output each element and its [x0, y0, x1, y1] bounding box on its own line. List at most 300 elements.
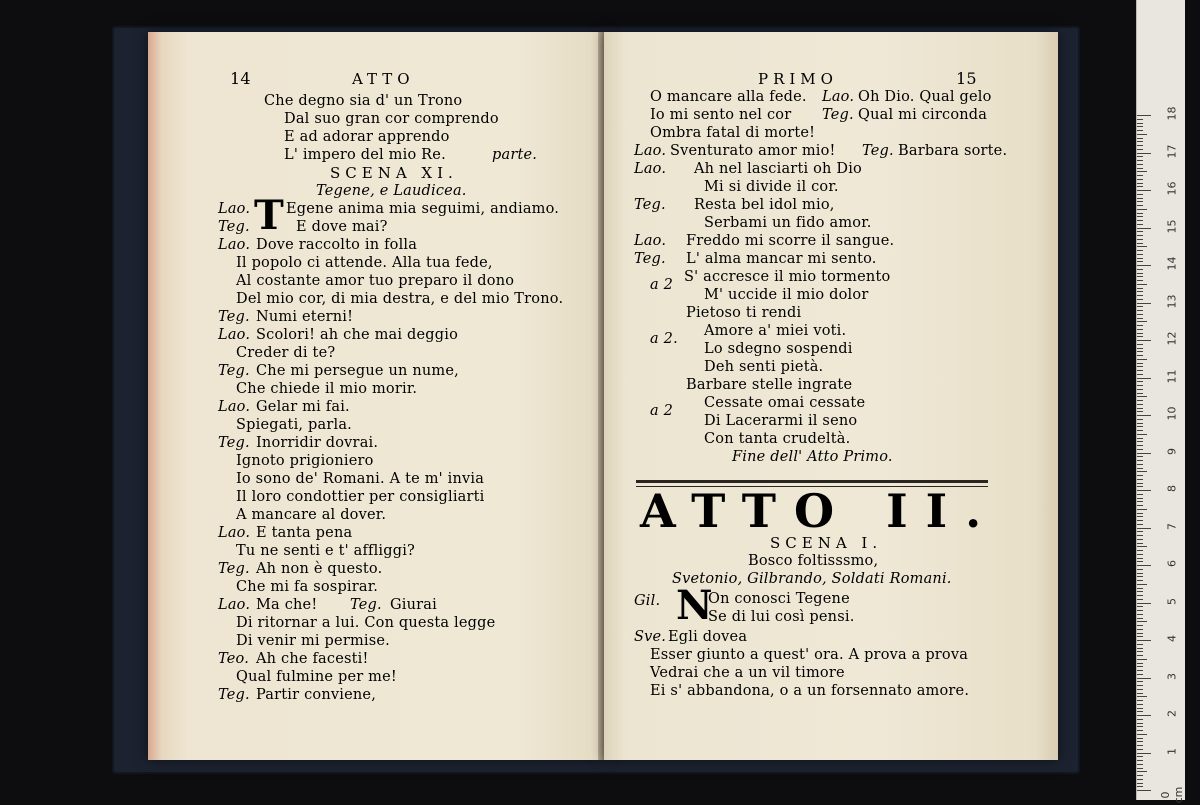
ruler-tick — [1137, 306, 1143, 307]
ruler-tick — [1137, 258, 1143, 259]
ruler-tick — [1137, 209, 1147, 210]
ruler-tick — [1137, 449, 1143, 450]
ruler-tick — [1137, 310, 1143, 311]
scene-heading: SCENA XI. — [330, 164, 458, 182]
ruler-tick — [1137, 381, 1143, 382]
ruler-tick — [1137, 123, 1143, 124]
ruler-tick — [1137, 239, 1143, 240]
ruler-tick — [1137, 651, 1143, 652]
ruler-tick — [1137, 164, 1143, 165]
verse-line: Che degno sia d' un Trono — [264, 93, 463, 109]
verse-line: Cessate omai cessate — [704, 395, 866, 411]
ruler-tick — [1137, 513, 1143, 514]
verse-line: E ad adorar apprendo — [284, 129, 450, 145]
verse-line: Dove raccolto in folla — [256, 237, 418, 253]
ruler-tick — [1137, 464, 1143, 465]
verse-line: Serbami un fido amor. — [704, 215, 872, 231]
ruler-tick — [1137, 329, 1143, 330]
verse-line: Al costante amor tuo preparo il dono — [236, 273, 515, 289]
ruler-tick — [1137, 201, 1143, 202]
ruler-label: 13 — [1165, 294, 1179, 308]
ruler-tick — [1137, 501, 1143, 502]
ruler-tick — [1137, 141, 1143, 142]
ruler-tick — [1137, 756, 1143, 757]
ruler-label: 0 cm — [1159, 786, 1185, 804]
ruler-tick — [1137, 265, 1151, 266]
ruler-tick — [1137, 670, 1143, 671]
verse-line: Ma che! — [256, 597, 318, 613]
ruler-tick — [1137, 693, 1143, 694]
ruler-tick — [1137, 700, 1143, 701]
ruler-tick — [1137, 213, 1143, 214]
ruler-label: 15 — [1165, 219, 1179, 233]
ruler-tick — [1137, 768, 1143, 769]
ruler-tick — [1137, 771, 1147, 772]
ruler-tick — [1137, 153, 1151, 154]
speaker: Teg. — [218, 219, 250, 235]
ruler-tick — [1137, 696, 1147, 697]
ruler-tick — [1137, 396, 1147, 397]
verse-line: Partir conviene, — [256, 687, 377, 703]
ruler-label: 18 — [1165, 106, 1179, 121]
ruler-tick — [1137, 666, 1143, 667]
ruler-label: 4 — [1165, 635, 1179, 642]
ruler-tick — [1137, 715, 1151, 716]
character-list: Svetonio, Gilbrando, Soldati Romani. — [672, 571, 952, 587]
ruler-tick — [1137, 314, 1143, 315]
ruler-tick — [1137, 745, 1143, 746]
verse-line: E dove mai? — [296, 219, 388, 235]
ruler-tick — [1137, 273, 1143, 274]
ruler-tick — [1137, 726, 1143, 727]
page-number: 14 — [230, 69, 251, 88]
ruler-tick — [1137, 130, 1143, 131]
speaker: Teg. — [862, 143, 894, 159]
verse-line: Deh senti pietà. — [704, 359, 824, 375]
ruler-tick — [1137, 408, 1143, 409]
ruler-tick — [1137, 539, 1143, 540]
ruler-tick — [1137, 760, 1143, 761]
ruler-tick — [1137, 321, 1147, 322]
ruler-tick — [1137, 498, 1143, 499]
ruler-tick — [1137, 505, 1143, 506]
ruler-tick — [1137, 261, 1143, 262]
verse-line: Qual fulmine per me! — [236, 669, 397, 685]
ruler-tick — [1137, 531, 1143, 532]
speaker: Teo. — [218, 651, 250, 667]
speaker: Teg. — [218, 435, 250, 451]
speaker: Lao. — [634, 161, 667, 177]
ruler-tick — [1137, 299, 1143, 300]
speaker: Lao. — [634, 233, 667, 249]
speaker: Lao. — [218, 597, 251, 613]
verse-line: Esser giunto a quest' ora. A prova a prova — [650, 647, 969, 663]
ruler-tick — [1137, 475, 1143, 476]
page-number: 15 — [956, 69, 977, 88]
ruler-label: 17 — [1165, 144, 1179, 158]
ruler-label: 8 — [1165, 485, 1179, 492]
verse-line: Che chiede il mio morir. — [236, 381, 418, 397]
ruler-tick — [1137, 790, 1151, 791]
ruler-tick — [1137, 284, 1147, 285]
ruler-tick — [1137, 348, 1143, 349]
verse-line: Egene anima mia seguimi, andiamo. — [286, 201, 560, 217]
ruler-tick — [1137, 509, 1147, 510]
ruler-tick — [1137, 783, 1143, 784]
ruler-tick — [1137, 674, 1143, 675]
ruler-tick — [1137, 738, 1143, 739]
verse-line: Barbare stelle ingrate — [686, 377, 853, 393]
ruler-tick — [1137, 216, 1143, 217]
ruler-tick — [1137, 753, 1151, 754]
ruler-tick — [1137, 333, 1143, 334]
verse-line: Oh Dio. Qual gelo — [858, 89, 992, 105]
drop-cap: T — [254, 192, 284, 239]
act-title: ATTO II. — [640, 484, 1000, 538]
ruler-tick — [1137, 599, 1143, 600]
verse-line: Egli dovea — [668, 629, 748, 645]
ruler-tick — [1137, 535, 1143, 536]
ruler-tick — [1137, 183, 1143, 184]
setting-line: Bosco foltisssmo, — [748, 553, 879, 569]
verse-line: Di ritornar a lui. Con questa legge — [236, 615, 496, 631]
ruler-tick — [1137, 115, 1151, 116]
verse-line: Di Lacerarmi il seno — [704, 413, 858, 429]
ruler-tick — [1137, 430, 1143, 431]
verse-line: Ei s' abbandona, o a un forsennato amore. — [650, 683, 970, 699]
ruler-tick — [1137, 250, 1143, 251]
verse-line: Con tanta crudeltà. — [704, 431, 851, 447]
ruler-tick — [1137, 644, 1143, 645]
ruler-tick — [1137, 764, 1143, 765]
ruler-tick — [1137, 711, 1143, 712]
ruler-tick — [1137, 528, 1151, 529]
ruler-tick — [1137, 190, 1151, 191]
ruler-label: 1 — [1165, 747, 1179, 755]
ruler-tick — [1137, 786, 1143, 787]
verse-line: Io sono de' Romani. A te m' invia — [236, 471, 485, 487]
ruler-tick — [1137, 400, 1143, 401]
ruler-tick — [1137, 633, 1143, 634]
verse-line: Ah che facesti! — [256, 651, 369, 667]
speaker: Lao. — [634, 143, 667, 159]
ruler-tick — [1137, 168, 1143, 169]
ruler-tick — [1137, 663, 1143, 664]
ruler-tick — [1137, 389, 1143, 390]
ruler-tick — [1137, 659, 1147, 660]
ruler-tick — [1137, 171, 1147, 172]
ruler-tick — [1137, 370, 1143, 371]
verse-line: Vedrai che a un vil timore — [650, 665, 845, 681]
verse-line: Scolori! ah che mai deggio — [256, 327, 459, 343]
verse-line: A mancare al dover. — [236, 507, 387, 523]
ruler-tick — [1137, 584, 1147, 585]
ruler-tick — [1137, 741, 1143, 742]
ruler-tick — [1137, 411, 1143, 412]
ruler-label: 12 — [1165, 331, 1179, 346]
speaker: Teg. — [634, 251, 666, 267]
verse-line: Gelar mi fai. — [256, 399, 350, 415]
verse-line: Il popolo ci attende. Alla tua fede, — [236, 255, 493, 271]
verse-line: Ignoto prigioniero — [236, 453, 374, 469]
running-head: PRIMO — [758, 70, 838, 88]
ruler-tick — [1137, 340, 1151, 341]
ruler-tick — [1137, 119, 1143, 120]
ruler-tick — [1137, 580, 1143, 581]
ruler-tick — [1137, 610, 1143, 611]
verse-line: Giurai — [390, 597, 437, 613]
ruler-label: 11 — [1165, 369, 1179, 383]
ruler-tick — [1137, 359, 1147, 360]
ruler-tick — [1137, 126, 1143, 127]
verse-line: Mi si divide il cor. — [704, 179, 839, 195]
ruler-tick — [1137, 355, 1143, 356]
ruler-label: 16 — [1165, 181, 1179, 196]
verse-line: Pietoso ti rendi — [686, 305, 802, 321]
scene-heading: SCENA I. — [770, 534, 883, 552]
ruler-tick — [1137, 708, 1143, 709]
verse-line: Ombra fatal di morte! — [650, 125, 816, 141]
speaker: Teg. — [822, 107, 854, 123]
speaker: Lao. — [218, 201, 251, 217]
ruler-tick — [1137, 351, 1143, 352]
ruler-tick — [1137, 678, 1151, 679]
verse-line: Che mi persegue un nume, — [256, 363, 459, 379]
ruler-tick — [1137, 186, 1143, 187]
speaker: Sve. — [634, 629, 667, 645]
speaker: Teg. — [218, 363, 250, 379]
ruler-tick — [1137, 235, 1143, 236]
ruler-tick — [1137, 149, 1143, 150]
verse-line: Ah non è questo. — [256, 561, 383, 577]
verse-line: Qual mi circonda — [858, 107, 988, 123]
ruler-tick — [1137, 145, 1143, 146]
verse-line: Lo sdegno sospendi — [704, 341, 853, 357]
speaker: Gil. — [634, 593, 661, 609]
ruler-tick — [1137, 565, 1151, 566]
duet-marker: a 2 — [650, 277, 674, 293]
speaker: Teg. — [218, 309, 250, 325]
ruler-tick — [1137, 134, 1147, 135]
verse-line: O mancare alla fede. — [650, 89, 807, 105]
verse-line: Resta bel idol mio, — [694, 197, 835, 213]
ruler-tick — [1137, 456, 1143, 457]
verse-line: Tu ne senti e t' affliggi? — [236, 543, 416, 559]
ruler-tick — [1137, 426, 1143, 427]
ruler-tick — [1137, 595, 1143, 596]
ruler-tick — [1137, 490, 1151, 491]
ruler-label: 5 — [1165, 597, 1179, 605]
verse-line: Freddo mi scorre il sangue. — [686, 233, 895, 249]
ruler-tick — [1137, 291, 1143, 292]
ruler-tick — [1137, 378, 1151, 379]
ruler-tick — [1137, 655, 1143, 656]
ruler-tick — [1137, 385, 1143, 386]
verse-line: Barbara sorte. — [898, 143, 1008, 159]
ruler-tick — [1137, 689, 1143, 690]
speaker: Teg. — [218, 561, 250, 577]
ruler-tick — [1137, 543, 1143, 544]
ruler-tick — [1137, 393, 1143, 394]
ruler-tick — [1137, 419, 1143, 420]
ruler-tick — [1137, 288, 1143, 289]
verse-line: Del mio cor, di mia destra, e del mio Trono. — [236, 291, 564, 307]
ruler-tick — [1137, 198, 1143, 199]
ruler-tick — [1137, 468, 1143, 469]
ruler-label: 2 — [1165, 710, 1179, 717]
ruler-tick — [1137, 404, 1143, 405]
ruler-tick — [1137, 704, 1143, 705]
ruler-tick — [1137, 438, 1143, 439]
ruler-tick — [1137, 374, 1143, 375]
ruler-tick — [1137, 606, 1143, 607]
running-head: ATTO — [352, 70, 415, 88]
ruler-tick — [1137, 520, 1143, 521]
speaker: Teg. — [634, 197, 666, 213]
ruler-tick — [1137, 550, 1143, 551]
ruler-tick — [1137, 344, 1143, 345]
speaker: Teg. — [218, 687, 250, 703]
ruler-tick — [1137, 618, 1143, 619]
ruler-tick — [1137, 621, 1147, 622]
speaker: Lao. — [822, 89, 855, 105]
ruler-tick — [1137, 734, 1147, 735]
ruler-tick — [1137, 254, 1143, 255]
act-end-note: Fine dell' Atto Primo. — [732, 449, 893, 465]
ruler-tick — [1137, 779, 1143, 780]
ruler-tick — [1137, 460, 1143, 461]
ruler-tick — [1137, 685, 1143, 686]
verse-line: Ah nel lasciarti oh Dio — [694, 161, 862, 177]
verse-line: L' alma mancar mi sento. — [686, 251, 877, 267]
ruler-tick — [1137, 363, 1143, 364]
verse-line: Inorridir dovrai. — [256, 435, 379, 451]
speaker: Teg. — [350, 597, 382, 613]
ruler-tick — [1137, 318, 1143, 319]
verse-line: M' uccide il mio dolor — [704, 287, 869, 303]
ruler-tick — [1137, 483, 1143, 484]
ruler-tick — [1137, 554, 1143, 555]
verse-line: Che mi fa sospirar. — [236, 579, 379, 595]
ruler-tick — [1137, 561, 1143, 562]
ruler-tick — [1137, 295, 1143, 296]
ruler-tick — [1137, 719, 1143, 720]
stage-direction: parte. — [492, 147, 538, 163]
ruler-tick — [1137, 479, 1143, 480]
ruler-tick — [1137, 220, 1143, 221]
ruler-label: 14 — [1165, 256, 1179, 271]
speaker: Lao. — [218, 237, 251, 253]
verse-line: S' accresce il mio tormento — [684, 269, 891, 285]
ruler-tick — [1137, 325, 1143, 326]
ruler-tick — [1137, 681, 1143, 682]
ruler-tick — [1137, 231, 1143, 232]
ruler-tick — [1137, 558, 1143, 559]
ruler-tick — [1137, 280, 1143, 281]
ruler-tick — [1137, 486, 1143, 487]
ruler-tick — [1137, 205, 1143, 206]
ruler-tick — [1137, 243, 1143, 244]
verse-line: Amore a' miei voti. — [704, 323, 847, 339]
ruler-tick — [1137, 228, 1151, 229]
ruler-tick — [1137, 434, 1147, 435]
ruler-tick — [1137, 516, 1143, 517]
ruler-label: 9 — [1165, 447, 1179, 455]
ruler-tick — [1137, 625, 1143, 626]
ruler-tick — [1137, 524, 1143, 525]
speaker: Lao. — [218, 525, 251, 541]
ruler-tick — [1137, 648, 1143, 649]
ruler-tick — [1137, 194, 1143, 195]
ruler-tick — [1137, 179, 1143, 180]
ruler-tick — [1137, 573, 1143, 574]
verse-line: Creder di te? — [236, 345, 336, 361]
speaker: Lao. — [218, 327, 251, 343]
ruler-tick — [1137, 576, 1143, 577]
speaker: Lao. — [218, 399, 251, 415]
ruler-tick — [1137, 640, 1151, 641]
ruler-tick — [1137, 723, 1143, 724]
verse-line: On conosci Tegene — [708, 591, 850, 607]
decorative-rule — [636, 480, 988, 483]
ruler-tick — [1137, 591, 1143, 592]
ruler-tick — [1137, 175, 1143, 176]
ruler-tick — [1137, 546, 1147, 547]
ruler-tick — [1137, 276, 1143, 277]
ruler-tick — [1137, 603, 1151, 604]
ruler-tick — [1137, 423, 1143, 424]
ruler-tick — [1137, 269, 1143, 270]
ruler-tick — [1137, 366, 1143, 367]
ruler-tick — [1137, 336, 1143, 337]
ruler-label: 7 — [1165, 522, 1179, 530]
verse-line: Io mi sento nel cor — [650, 107, 792, 123]
ruler-tick — [1137, 303, 1151, 304]
ruler-label: 6 — [1165, 560, 1179, 567]
ruler-tick — [1137, 636, 1143, 637]
ruler-tick — [1137, 138, 1143, 139]
ruler-tick — [1137, 445, 1143, 446]
ruler-label: 3 — [1165, 672, 1179, 680]
drop-cap: N — [676, 582, 713, 629]
ruler-tick — [1137, 156, 1143, 157]
ruler-tick — [1137, 160, 1143, 161]
verse-line: Dal suo gran cor comprendo — [284, 111, 499, 127]
ruler-tick — [1137, 749, 1143, 750]
ruler-tick — [1137, 246, 1147, 247]
verse-line: E tanta pena — [256, 525, 353, 541]
verse-line: Se di lui così pensi. — [708, 609, 855, 625]
ruler-tick — [1137, 415, 1151, 416]
verse-line: L' impero del mio Re. — [284, 147, 446, 163]
ruler-tick — [1137, 629, 1143, 630]
ruler-tick — [1137, 588, 1143, 589]
ruler-tick — [1137, 730, 1143, 731]
verse-line: Numi eterni! — [256, 309, 354, 325]
ruler-tick — [1137, 453, 1151, 454]
verse-line: Il loro condottier per consigliarti — [236, 489, 485, 505]
ruler-tick — [1137, 614, 1143, 615]
duet-marker: a 2. — [650, 331, 678, 347]
ruler-tick — [1137, 569, 1143, 570]
ruler-tick — [1137, 775, 1143, 776]
ruler-tick — [1137, 494, 1143, 495]
ruler-tick — [1137, 224, 1143, 225]
ruler-label: 10 — [1165, 406, 1179, 421]
ruler-tick — [1137, 471, 1147, 472]
verse-line: Spiegati, parla. — [236, 417, 352, 433]
character-list: Tegene, e Laudicea. — [316, 183, 467, 199]
